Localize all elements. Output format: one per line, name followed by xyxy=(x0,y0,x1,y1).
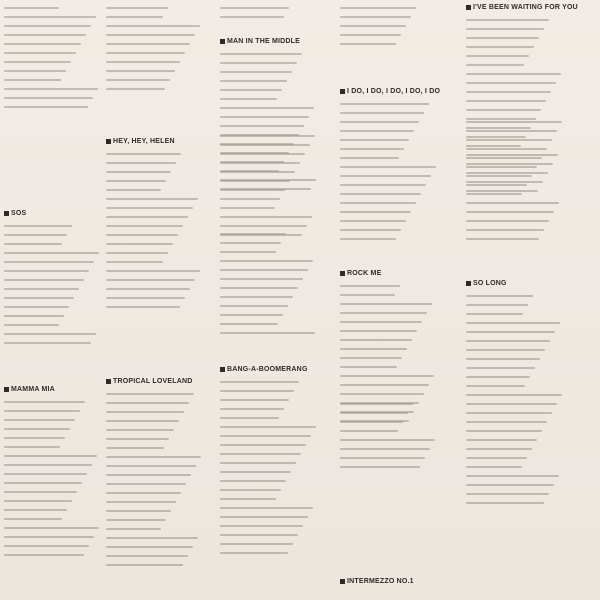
lyric-line xyxy=(106,438,169,440)
lyric-line xyxy=(340,112,424,114)
lyric-line xyxy=(220,233,286,235)
lyric-line xyxy=(466,163,553,165)
lyric-line xyxy=(340,366,397,368)
lyric-line xyxy=(106,70,175,72)
lyric-line xyxy=(106,25,200,27)
song-title xyxy=(106,378,193,385)
lyric-line xyxy=(106,270,200,272)
lyric-line xyxy=(106,456,201,458)
lyric-line xyxy=(220,71,292,73)
lyric-line xyxy=(220,305,288,307)
song-title-text: SOS xyxy=(11,210,27,217)
lyric-line xyxy=(340,375,434,377)
lyric-line xyxy=(106,411,184,413)
lyric-line xyxy=(106,429,174,431)
song-title xyxy=(466,4,578,11)
lyric-line xyxy=(220,251,276,253)
lyric-line xyxy=(220,260,313,262)
lyric-line xyxy=(340,211,411,213)
lyric-line xyxy=(220,278,303,280)
lyric-line xyxy=(340,339,412,341)
song-title-text: I'VE BEEN WAITING FOR YOU xyxy=(473,4,578,11)
lyric-line xyxy=(106,198,198,200)
lyric-line xyxy=(220,453,301,455)
lyric-line xyxy=(106,555,188,557)
lyric-line xyxy=(220,399,289,401)
lyric-line xyxy=(106,61,180,63)
lyric-line xyxy=(4,482,82,484)
lyric-line xyxy=(220,390,294,392)
lyric-line xyxy=(340,175,431,177)
lyric-line xyxy=(466,175,532,177)
song-title xyxy=(220,38,300,45)
lyric-line xyxy=(4,527,99,529)
lyric-line xyxy=(466,190,538,192)
lyric-line xyxy=(466,139,552,141)
lyric-line xyxy=(220,53,302,55)
lyric-line xyxy=(340,303,432,305)
song-title xyxy=(106,138,175,145)
lyric-line xyxy=(106,216,188,218)
lyric-line xyxy=(340,148,404,150)
lyric-line xyxy=(106,16,163,18)
lyric-line xyxy=(340,321,422,323)
lyric-line xyxy=(106,34,195,36)
lyric-line xyxy=(106,510,171,512)
lyric-line xyxy=(220,189,285,191)
lyric-line xyxy=(466,211,554,213)
lyric-line xyxy=(106,519,166,521)
lyric-line xyxy=(220,480,286,482)
heading-marker-icon xyxy=(340,579,345,584)
lyric-line xyxy=(220,16,284,18)
lyric-line xyxy=(4,288,79,290)
song-title xyxy=(4,386,55,393)
lyric-line xyxy=(466,136,526,138)
lyric-line xyxy=(466,121,562,123)
lyric-line xyxy=(4,491,77,493)
lyric-line xyxy=(340,457,425,459)
lyric-line xyxy=(220,534,298,536)
lyric-line xyxy=(340,43,396,45)
song-title xyxy=(340,578,414,585)
lyric-line xyxy=(220,435,311,437)
lyric-line xyxy=(466,184,527,186)
lyric-line xyxy=(466,367,535,369)
lyric-line xyxy=(4,61,71,63)
lyric-line xyxy=(220,498,276,500)
song-title-text: SO LONG xyxy=(473,280,507,287)
lyric-line xyxy=(220,489,281,491)
lyric-line xyxy=(4,509,67,511)
lyric-line xyxy=(220,116,309,118)
lyric-line xyxy=(220,444,306,446)
lyric-line xyxy=(340,421,403,423)
lyric-line xyxy=(340,439,435,441)
lyric-line xyxy=(4,261,94,263)
lyric-line xyxy=(4,52,76,54)
song-title-text: I DO, I DO, I DO, I DO, I DO xyxy=(347,88,441,95)
lyric-line xyxy=(106,225,183,227)
song-title-text: HEY, HEY, HELEN xyxy=(113,138,175,145)
lyric-line xyxy=(340,294,395,296)
lyric-line xyxy=(106,171,171,173)
song-title-text: INTERMEZZO NO.1 xyxy=(347,578,414,585)
lyric-line xyxy=(4,419,75,421)
heading-marker-icon xyxy=(466,5,471,10)
lyric-line xyxy=(4,324,59,326)
lyric-line xyxy=(466,238,539,240)
heading-marker-icon xyxy=(220,367,225,372)
lyric-line xyxy=(106,528,161,530)
lyric-line xyxy=(220,269,308,271)
song-title xyxy=(340,88,440,95)
lyric-line xyxy=(466,100,546,102)
lyric-line xyxy=(340,466,420,468)
lyric-line xyxy=(466,154,558,156)
lyric-line xyxy=(220,332,315,334)
lyrics-column-5 xyxy=(466,0,578,600)
lyric-line xyxy=(466,145,521,147)
lyric-line xyxy=(220,98,277,100)
lyric-line xyxy=(106,546,193,548)
lyric-line xyxy=(4,225,72,227)
heading-marker-icon xyxy=(340,89,345,94)
lyrics-column-1 xyxy=(4,0,104,600)
lyric-line xyxy=(220,107,314,109)
lyric-line xyxy=(220,552,288,554)
lyric-line xyxy=(4,106,88,108)
lyric-line xyxy=(466,148,547,150)
lyric-line xyxy=(466,403,557,405)
lyric-line xyxy=(4,297,74,299)
lyric-line xyxy=(106,153,181,155)
lyric-line xyxy=(106,564,183,566)
lyric-line xyxy=(340,357,402,359)
lyric-line xyxy=(4,315,64,317)
lyric-line xyxy=(466,304,528,306)
lyric-line xyxy=(340,403,413,405)
lyric-line xyxy=(220,89,282,91)
song-title-text: TROPICAL LOVELAND xyxy=(113,378,193,385)
lyric-line xyxy=(4,518,62,520)
song-title-text: ROCK ME xyxy=(347,270,382,277)
lyric-line xyxy=(340,285,400,287)
lyric-line xyxy=(340,34,401,36)
heading-marker-icon xyxy=(4,211,9,216)
lyric-line xyxy=(4,252,99,254)
lyric-line xyxy=(340,16,411,18)
lyric-line xyxy=(4,79,61,81)
lyric-line xyxy=(466,475,559,477)
lyric-line xyxy=(466,172,548,174)
lyric-line xyxy=(466,127,531,129)
lyric-line xyxy=(466,322,560,324)
lyric-line xyxy=(220,323,278,325)
lyric-line xyxy=(466,118,536,120)
lyric-line xyxy=(466,82,556,84)
lyric-line xyxy=(466,457,527,459)
lyric-line xyxy=(4,401,85,403)
lyric-line xyxy=(466,493,549,495)
lyric-line xyxy=(466,46,534,48)
song-title xyxy=(4,210,26,217)
lyric-line xyxy=(220,525,303,527)
lyric-line xyxy=(466,394,562,396)
lyric-line xyxy=(466,109,541,111)
lyric-line xyxy=(466,439,537,441)
lyric-line xyxy=(220,153,305,155)
lyric-line xyxy=(106,537,198,539)
lyric-line xyxy=(220,125,304,127)
lyric-line xyxy=(340,238,396,240)
lyric-line xyxy=(4,545,89,547)
lyric-line xyxy=(466,421,547,423)
song-title-text: MAN IN THE MIDDLE xyxy=(227,38,301,45)
lyric-line xyxy=(466,91,551,93)
lyric-line xyxy=(220,135,315,137)
lyric-line xyxy=(340,7,416,9)
song-title xyxy=(466,280,507,287)
lyric-line xyxy=(220,242,281,244)
lyric-line xyxy=(340,220,406,222)
lyric-line xyxy=(220,225,307,227)
heading-marker-icon xyxy=(4,387,9,392)
lyric-line xyxy=(106,402,189,404)
lyric-line xyxy=(340,330,417,332)
lyric-line xyxy=(220,408,284,410)
lyric-line xyxy=(106,288,190,290)
lyric-line xyxy=(466,202,559,204)
lyric-line xyxy=(340,412,408,414)
song-title-text: BANG-A-BOOMERANG xyxy=(227,366,308,373)
lyric-line xyxy=(340,157,399,159)
lyric-line xyxy=(466,193,522,195)
heading-marker-icon xyxy=(340,271,345,276)
lyric-line xyxy=(4,234,67,236)
lyric-line xyxy=(466,28,544,30)
lyric-line xyxy=(106,252,168,254)
lyric-line xyxy=(466,484,554,486)
lyric-line xyxy=(220,507,313,509)
lyric-line xyxy=(466,358,540,360)
lyric-line xyxy=(340,348,407,350)
lyric-line xyxy=(340,139,409,141)
lyric-line xyxy=(106,43,190,45)
lyric-line xyxy=(4,97,93,99)
lyric-line xyxy=(466,181,543,183)
lyric-line xyxy=(466,412,552,414)
lyric-line xyxy=(4,7,59,9)
lyric-line xyxy=(466,55,529,57)
lyric-line xyxy=(106,189,161,191)
lyric-line xyxy=(220,471,291,473)
lyric-line xyxy=(466,130,557,132)
lyric-line xyxy=(466,295,533,297)
lyric-line xyxy=(106,501,176,503)
lyric-line xyxy=(4,25,91,27)
lyric-line xyxy=(466,220,549,222)
lyric-line xyxy=(4,88,98,90)
lyric-line xyxy=(106,243,173,245)
heading-marker-icon xyxy=(220,39,225,44)
lyric-line xyxy=(340,25,406,27)
lyric-line xyxy=(4,410,80,412)
lyric-line xyxy=(220,171,295,173)
lyric-line xyxy=(220,198,280,200)
lyric-line xyxy=(220,207,275,209)
lyric-line xyxy=(106,180,166,182)
lyric-line xyxy=(466,64,524,66)
lyric-line xyxy=(106,7,168,9)
lyric-line xyxy=(466,331,555,333)
lyric-line xyxy=(106,279,195,281)
lyric-line xyxy=(220,180,290,182)
lyric-line xyxy=(220,426,316,428)
lyric-line xyxy=(106,393,194,395)
lyric-line xyxy=(466,349,545,351)
lyric-line xyxy=(106,79,170,81)
lyric-line xyxy=(4,428,70,430)
lyric-line xyxy=(466,19,549,21)
lyric-line xyxy=(466,376,530,378)
lyric-line xyxy=(220,62,297,64)
heading-marker-icon xyxy=(106,379,111,384)
lyric-line xyxy=(106,306,180,308)
lyric-line xyxy=(340,448,430,450)
lyric-line xyxy=(466,340,550,342)
lyric-line xyxy=(220,543,293,545)
lyric-line xyxy=(4,270,89,272)
lyric-line xyxy=(4,437,65,439)
song-title xyxy=(340,270,381,277)
song-title xyxy=(220,366,308,373)
lyric-line xyxy=(466,313,523,315)
lyric-line xyxy=(4,342,91,344)
lyric-line xyxy=(4,70,66,72)
lyric-line xyxy=(4,464,92,466)
lyric-line xyxy=(4,554,84,556)
lyric-line xyxy=(106,162,176,164)
lyric-line xyxy=(466,166,537,168)
lyric-line xyxy=(106,447,164,449)
lyric-line xyxy=(106,207,193,209)
lyric-line xyxy=(466,229,544,231)
lyric-line xyxy=(340,229,401,231)
lyric-line xyxy=(340,430,398,432)
lyric-line xyxy=(220,516,308,518)
lyric-line xyxy=(466,157,542,159)
lyric-line xyxy=(4,446,60,448)
lyric-line xyxy=(4,500,72,502)
lyric-line xyxy=(106,52,185,54)
lyric-line xyxy=(106,492,181,494)
lyric-line xyxy=(340,384,429,386)
lyric-line xyxy=(106,234,178,236)
lyric-line xyxy=(466,448,532,450)
lyric-line xyxy=(340,166,436,168)
lyric-line xyxy=(4,279,84,281)
lyric-line xyxy=(340,130,414,132)
lyric-line xyxy=(466,385,525,387)
lyric-line xyxy=(4,473,87,475)
lyric-line xyxy=(4,306,69,308)
lyric-line xyxy=(106,297,185,299)
lyric-line xyxy=(4,16,96,18)
lyric-line xyxy=(220,462,296,464)
lyric-line xyxy=(466,430,542,432)
lyric-line xyxy=(4,333,96,335)
lyric-line xyxy=(220,7,289,9)
lyric-line xyxy=(106,465,196,467)
lyric-line xyxy=(106,420,179,422)
lyric-line xyxy=(340,184,426,186)
lyrics-column-2 xyxy=(106,0,206,600)
lyric-line xyxy=(340,121,419,123)
lyric-line xyxy=(4,455,97,457)
lyric-line xyxy=(220,80,287,82)
lyrics-column-3 xyxy=(220,0,320,600)
lyric-line xyxy=(106,88,165,90)
song-title-text: MAMMA MIA xyxy=(11,386,55,393)
lyric-line xyxy=(466,502,544,504)
lyric-line xyxy=(340,103,429,105)
lyric-line xyxy=(220,417,279,419)
lyric-line xyxy=(340,202,416,204)
lyric-line xyxy=(4,536,94,538)
lyric-line xyxy=(340,393,424,395)
lyric-line xyxy=(340,193,421,195)
lyric-line xyxy=(220,216,312,218)
lyric-line xyxy=(220,144,310,146)
lyric-line xyxy=(4,243,62,245)
lyric-line xyxy=(106,483,186,485)
lyric-line xyxy=(220,381,299,383)
lyrics-column-4 xyxy=(340,0,440,600)
lyric-line xyxy=(4,43,81,45)
heading-marker-icon xyxy=(106,139,111,144)
lyric-line xyxy=(340,312,427,314)
lyric-line xyxy=(106,261,163,263)
lyric-line xyxy=(220,314,283,316)
lyric-line xyxy=(220,296,293,298)
lyric-line xyxy=(466,37,539,39)
lyric-line xyxy=(106,474,191,476)
heading-marker-icon xyxy=(466,281,471,286)
lyric-line xyxy=(4,34,86,36)
lyric-line xyxy=(466,466,522,468)
lyric-line xyxy=(220,287,298,289)
lyric-line xyxy=(220,162,300,164)
lyric-line xyxy=(466,73,561,75)
